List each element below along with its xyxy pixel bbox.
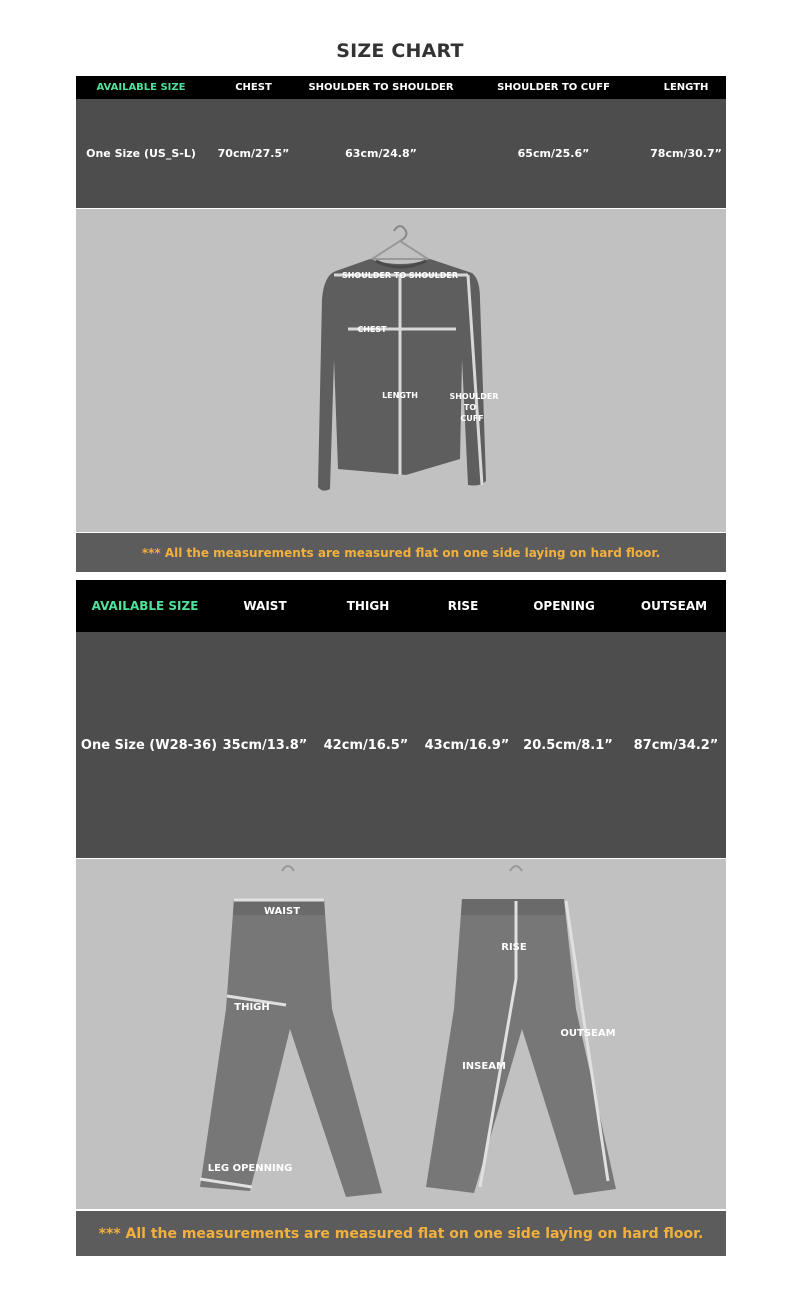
label-shoulder-to-cuff-3: CUFF [460,414,484,423]
value-waist: 35cm/13.8” [222,737,308,753]
top-measurement-note: *** All the measurements are measured flat on one side laying on hard floor. [76,533,726,572]
hanger-hook-icon [394,226,406,241]
header-shoulder-to-shoulder: SHOULDER TO SHOULDER [308,82,454,93]
header-chest: CHEST [235,82,272,93]
header-length: LENGTH [663,82,709,93]
shirt-photo [76,209,726,532]
hanger-icon [372,241,428,259]
header-waist: WAIST [243,599,287,613]
value-thigh: 42cm/16.5” [323,737,409,753]
value-chest: 70cm/27.5” [217,147,290,160]
value-length: 78cm/30.7” [650,147,722,160]
header-rise: RISE [447,599,479,613]
top-values-row [76,99,726,208]
value-outseam: 87cm/34.2” [633,737,719,753]
value-shoulder-to-shoulder: 63cm/24.8” [345,147,417,160]
label-waist: WAIST [263,906,301,917]
label-outseam: OUTSEAM [560,1028,616,1039]
bottom-values-row [76,632,726,858]
value-opening: 20.5cm/8.1” [523,737,613,753]
label-length: LENGTH [382,391,418,400]
label-inseam: INSEAM [462,1061,506,1072]
label-leg-opening: LEG OPENNING [207,1163,293,1174]
shirt-icon [318,259,486,491]
bottom-header-row [76,580,726,632]
label-thigh: THIGH [234,1002,270,1013]
value-size: One Size (W28-36) [80,737,218,753]
hanger-hook-icon [510,866,522,871]
value-shoulder-to-cuff: 65cm/25.6” [517,147,590,160]
label-shoulder-to-shoulder: SHOULDER TO SHOULDER [341,271,459,280]
pants-illustration [76,859,726,1209]
pants-photo [76,859,726,1209]
top-size-table [76,76,726,572]
hanger-hook-icon [282,866,294,871]
value-rise: 43cm/16.9” [424,737,510,753]
header-opening: OPENING [533,599,595,613]
bottom-measurement-note: *** All the measurements are measured flat on one side laying on hard floor. [76,1211,726,1256]
page-title: SIZE CHART [336,40,464,62]
header-available-size: AVAILABLE SIZE [91,599,199,613]
top-header-row [76,76,726,99]
label-shoulder-to-cuff-1: SHOULDER [449,392,499,401]
bottom-size-table [76,580,726,1256]
header-available-size: AVAILABLE SIZE [96,82,186,93]
header-shoulder-to-cuff: SHOULDER TO CUFF [497,82,610,93]
header-thigh: THIGH [346,599,390,613]
pants-front-icon [200,899,382,1197]
value-size: One Size (US_S-L) [86,147,196,160]
label-chest: CHEST [357,325,387,334]
header-outseam: OUTSEAM [640,599,708,613]
label-shoulder-to-cuff-2: TO [463,403,477,412]
label-rise: RISE [501,942,527,953]
shirt-illustration [76,209,726,532]
